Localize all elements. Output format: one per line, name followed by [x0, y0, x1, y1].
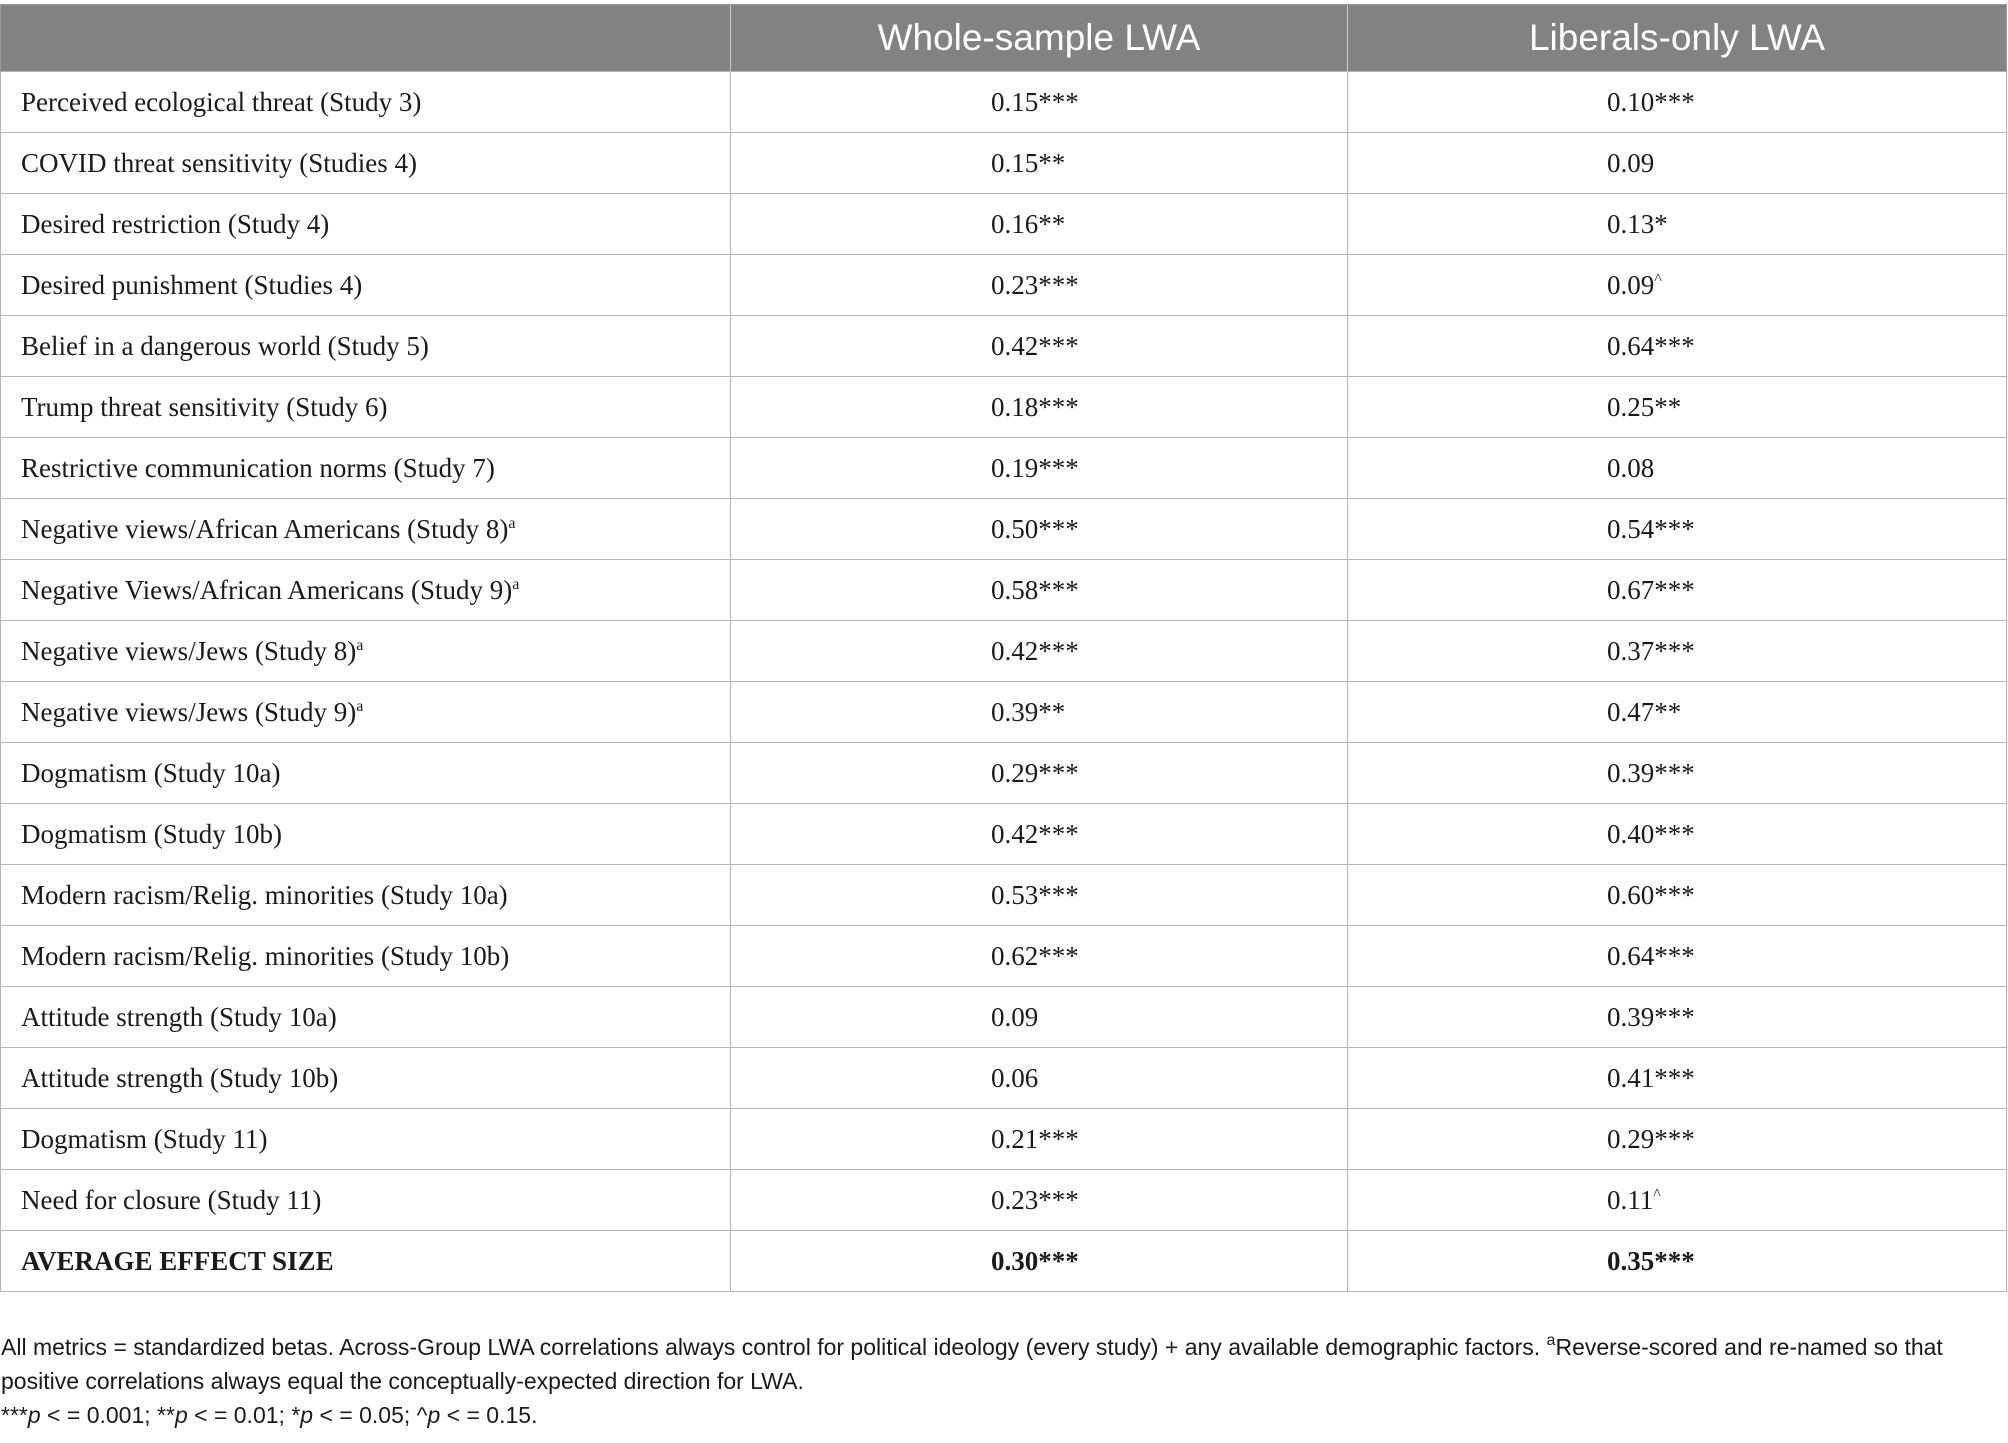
- table-row-average: [1, 1231, 2007, 1292]
- row-label-superscript: a: [512, 575, 520, 593]
- cell-liberals-only: 0.39***: [1348, 987, 2007, 1048]
- footnote-note: [1, 1330, 2007, 1398]
- row-label-text: Need for closure (Study 11): [21, 1184, 322, 1215]
- row-label: [1, 987, 731, 1048]
- table-row: [1, 316, 2007, 377]
- cell-liberals-only: 0.60***: [1348, 865, 2007, 926]
- row-label-text: Desired restriction (Study 4): [21, 208, 330, 239]
- cell-liberals-only: 0.08: [1348, 438, 2007, 499]
- row-label: [1, 1170, 731, 1231]
- results-table-container: [0, 4, 2006, 1292]
- table-row: [1, 560, 2007, 621]
- cell-whole-sample: 0.19***: [731, 438, 1348, 499]
- row-label-text: Negative views/Jews (Study 8): [21, 635, 357, 666]
- cell-whole-sample: 0.42***: [731, 316, 1348, 377]
- table-footnote: [1, 1330, 2007, 1432]
- cell-whole-sample: 0.53***: [731, 865, 1348, 926]
- cell-liberals-only: 0.40***: [1348, 804, 2007, 865]
- table-row: [1, 1109, 2007, 1170]
- table-row: [1, 255, 2007, 316]
- row-label: [1, 865, 731, 926]
- row-label: [1, 804, 731, 865]
- row-label-text: Belief in a dangerous world (Study 5): [21, 330, 429, 361]
- row-label: [1, 316, 731, 377]
- row-label-superscript: a: [356, 697, 364, 715]
- row-label: [1, 743, 731, 804]
- footnote-significance: ***p < = 0.001; **p < = 0.01; *p < = 0.05; ^p < = 0.15.: [1, 1402, 538, 1428]
- row-label-superscript: a: [356, 636, 364, 654]
- cell-liberals-only: 0.11^: [1348, 1170, 2007, 1231]
- row-label: [1, 133, 731, 194]
- table-row: [1, 1170, 2007, 1231]
- table-row: [1, 72, 2007, 133]
- cell-whole-sample: 0.16**: [731, 194, 1348, 255]
- row-label-text: Dogmatism (Study 10a): [21, 757, 281, 788]
- table-row: [1, 1048, 2007, 1109]
- table-row: [1, 621, 2007, 682]
- row-label: [1, 560, 731, 621]
- results-table: [0, 4, 2007, 1292]
- row-label: [1, 499, 731, 560]
- cell-whole-sample: 0.06: [731, 1048, 1348, 1109]
- row-label: [1, 255, 731, 316]
- row-label: [1, 194, 731, 255]
- cell-liberals-only: 0.10***: [1348, 72, 2007, 133]
- row-label: [1, 377, 731, 438]
- row-label-text: Negative Views/African Americans (Study 9): [21, 574, 513, 605]
- header-measure: [1, 5, 731, 72]
- cell-liberals-only: 0.09: [1348, 133, 2007, 194]
- row-label: [1, 621, 731, 682]
- cell-liberals-only: 0.64***: [1348, 316, 2007, 377]
- cell-liberals-only: 0.47**: [1348, 682, 2007, 743]
- table-row: [1, 133, 2007, 194]
- table-row: [1, 377, 2007, 438]
- table-row: [1, 194, 2007, 255]
- cell-whole-sample: 0.21***: [731, 1109, 1348, 1170]
- table-row: [1, 804, 2007, 865]
- table-row: [1, 865, 2007, 926]
- cell-whole-sample: 0.29***: [731, 743, 1348, 804]
- footnote-text-b: Reverse-scored and re-named so that positive correlations always equal the conceptually-expected direction for LWA.: [1, 1334, 1943, 1394]
- table-header: [1, 5, 2007, 72]
- cell-liberals-only: 0.41***: [1348, 1048, 2007, 1109]
- cell-whole-sample: 0.39**: [731, 682, 1348, 743]
- table-row: [1, 987, 2007, 1048]
- row-label: [1, 1048, 731, 1109]
- row-label-text: Attitude strength (Study 10b): [21, 1062, 339, 1093]
- row-label-text: Restrictive communication norms (Study 7): [21, 452, 495, 483]
- cell-whole-sample: 0.23***: [731, 255, 1348, 316]
- row-label-text: Modern racism/Relig. minorities (Study 10a): [21, 879, 508, 910]
- header-liberals-only: Liberals-only LWA: [1348, 5, 2007, 72]
- row-label-text: Attitude strength (Study 10a): [21, 1001, 337, 1032]
- row-label-text: Negative views/African Americans (Study 8): [21, 513, 509, 544]
- footnote-text-a: All metrics = standardized betas. Across-Group LWA correlations always control for political ideology (every study) + any available demographic factors.: [1, 1334, 1547, 1360]
- header-row: [1, 5, 2007, 72]
- row-label-text: Trump threat sensitivity (Study 6): [21, 391, 388, 422]
- cell-liberals-only: 0.29***: [1348, 1109, 2007, 1170]
- cell-liberals-only: 0.54***: [1348, 499, 2007, 560]
- cell-whole-sample: 0.62***: [731, 926, 1348, 987]
- row-label-text: Dogmatism (Study 10b): [21, 818, 282, 849]
- row-label: [1, 438, 731, 499]
- average-liberals: 0.35***: [1348, 1231, 2007, 1292]
- table-row: [1, 682, 2007, 743]
- average-label: AVERAGE EFFECT SIZE: [1, 1231, 731, 1292]
- cell-whole-sample: 0.50***: [731, 499, 1348, 560]
- row-label-superscript: a: [508, 514, 516, 532]
- cell-liberals-only: 0.13*: [1348, 194, 2007, 255]
- header-whole-sample: Whole-sample LWA: [731, 5, 1348, 72]
- cell-whole-sample: 0.15**: [731, 133, 1348, 194]
- row-label: [1, 926, 731, 987]
- row-label-text: Dogmatism (Study 11): [21, 1123, 268, 1154]
- cell-whole-sample: 0.09: [731, 987, 1348, 1048]
- row-label: [1, 682, 731, 743]
- cell-whole-sample: 0.42***: [731, 621, 1348, 682]
- cell-liberals-only: 0.39***: [1348, 743, 2007, 804]
- cell-whole-sample: 0.42***: [731, 804, 1348, 865]
- row-label: [1, 1109, 731, 1170]
- row-label-text: Desired punishment (Studies 4): [21, 269, 363, 300]
- table-row: [1, 743, 2007, 804]
- cell-liberals-only: 0.37***: [1348, 621, 2007, 682]
- row-label-text: COVID threat sensitivity (Studies 4): [21, 147, 417, 178]
- cell-liberals-only: 0.64***: [1348, 926, 2007, 987]
- table-row: [1, 499, 2007, 560]
- cell-liberals-only: 0.25**: [1348, 377, 2007, 438]
- row-label-text: Perceived ecological threat (Study 3): [21, 86, 422, 117]
- cell-whole-sample: 0.18***: [731, 377, 1348, 438]
- cell-whole-sample: 0.23***: [731, 1170, 1348, 1231]
- table-row: [1, 438, 2007, 499]
- footnote-superscript: a: [1546, 1332, 1556, 1349]
- cell-liberals-only: 0.67***: [1348, 560, 2007, 621]
- cell-whole-sample: 0.15***: [731, 72, 1348, 133]
- row-label: [1, 72, 731, 133]
- cell-whole-sample: 0.58***: [731, 560, 1348, 621]
- table-row: [1, 926, 2007, 987]
- cell-liberals-only: 0.09^: [1348, 255, 2007, 316]
- average-whole: 0.30***: [731, 1231, 1348, 1292]
- row-label-text: Modern racism/Relig. minorities (Study 10b): [21, 940, 510, 971]
- row-label-text: Negative views/Jews (Study 9): [21, 696, 357, 727]
- table-body: [1, 72, 2007, 1292]
